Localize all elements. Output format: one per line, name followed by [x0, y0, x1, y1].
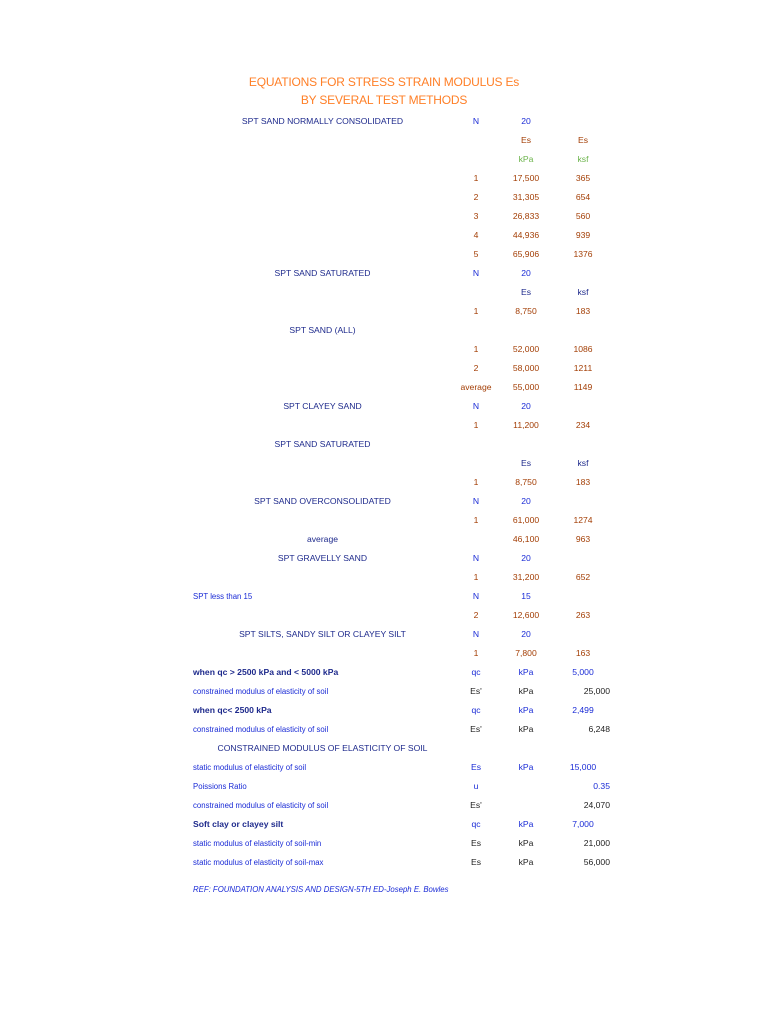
- value-cell: 654: [575, 192, 591, 202]
- section-label: SPT SAND NORMALLY CONSOLIDATED: [241, 116, 404, 126]
- index-cell: 1: [473, 344, 479, 354]
- index-cell: 1: [473, 306, 479, 316]
- value-cell: 939: [575, 230, 591, 240]
- condition-label: when qc > 2500 kPa and < 5000 kPa: [193, 667, 339, 677]
- index-cell: N: [472, 116, 480, 126]
- value-cell: 7,000: [572, 819, 594, 829]
- value-cell: 20: [521, 401, 531, 411]
- value-cell: 183: [575, 477, 591, 487]
- value-cell: ksf: [577, 154, 589, 164]
- index-cell: N: [472, 496, 480, 506]
- value-cell: 1376: [573, 249, 593, 259]
- index-cell: qc: [471, 667, 481, 677]
- document-title: EQUATIONS FOR STRESS STRAIN MODULUS Es: [248, 75, 520, 89]
- value-cell: 6,248: [588, 724, 610, 734]
- index-cell: Es': [470, 800, 482, 810]
- value-cell: 11,200: [513, 420, 539, 430]
- value-cell: 365: [575, 173, 591, 183]
- value-cell: 15: [521, 591, 531, 601]
- row-label: static modulus of elasticity of soil-max: [193, 858, 324, 867]
- index-cell: u: [473, 781, 479, 791]
- row-label: constrained modulus of elasticity of soil: [193, 801, 329, 810]
- index-cell: N: [472, 268, 480, 278]
- value-cell: 21,000: [583, 838, 610, 848]
- value-cell: kPa: [518, 819, 534, 829]
- index-cell: 2: [473, 363, 479, 373]
- section-label: SPT GRAVELLY SAND: [277, 553, 368, 563]
- section-label: SPT SAND SATURATED: [274, 268, 371, 278]
- index-cell: Es': [470, 724, 482, 734]
- value-cell: kPa: [518, 667, 534, 677]
- index-cell: average: [460, 382, 492, 392]
- value-cell: 25,000: [583, 686, 610, 696]
- value-cell: 24,070: [583, 800, 610, 810]
- index-cell: Es: [470, 857, 482, 867]
- value-cell: Es: [577, 135, 589, 145]
- index-cell: Es': [470, 686, 482, 696]
- value-cell: 61,000: [512, 515, 540, 525]
- value-cell: 20: [521, 629, 531, 639]
- index-cell: 3: [473, 211, 479, 221]
- index-cell: 1: [473, 420, 479, 430]
- value-cell: kPa: [518, 724, 534, 734]
- value-cell: 8,750: [515, 477, 537, 487]
- value-cell: 17,500: [512, 173, 540, 183]
- index-cell: N: [472, 629, 480, 639]
- value-cell: 12,600: [512, 610, 540, 620]
- value-cell: 2,499: [572, 705, 594, 715]
- value-cell: 1086: [573, 344, 593, 354]
- value-cell: ksf: [577, 287, 589, 297]
- value-cell: 31,305: [512, 192, 540, 202]
- row-label: static modulus of elasticity of soil: [193, 763, 307, 772]
- index-cell: 1: [473, 572, 479, 582]
- value-cell: 652: [575, 572, 591, 582]
- value-cell: 52,000: [512, 344, 540, 354]
- value-cell: 163: [575, 648, 591, 658]
- value-cell: 1274: [573, 515, 593, 525]
- row-label: SPT less than 15: [193, 592, 253, 601]
- row-label: static modulus of elasticity of soil-min: [193, 839, 322, 848]
- index-cell: Es: [470, 762, 482, 772]
- index-cell: 2: [473, 610, 479, 620]
- section-label: SPT SAND SATURATED: [274, 439, 371, 449]
- value-cell: Es: [520, 135, 532, 145]
- section-label: CONSTRAINED MODULUS OF ELASTICITY OF SOIL: [217, 743, 428, 753]
- section-label: SPT SAND (ALL): [289, 325, 356, 335]
- value-cell: 26,833: [512, 211, 540, 221]
- value-cell: 7,800: [515, 648, 537, 658]
- value-cell: Es: [520, 458, 532, 468]
- value-cell: 234: [575, 420, 591, 430]
- value-cell: 20: [521, 268, 531, 278]
- index-cell: 1: [473, 515, 479, 525]
- value-cell: 31,200: [512, 572, 540, 582]
- document-subtitle: BY SEVERAL TEST METHODS: [300, 93, 468, 107]
- value-cell: 560: [575, 211, 591, 221]
- row-label: Poissions Ratio: [193, 782, 247, 791]
- index-cell: 1: [473, 648, 479, 658]
- value-cell: 20: [521, 496, 531, 506]
- value-cell: kPa: [518, 705, 534, 715]
- value-cell: 55,000: [512, 382, 540, 392]
- index-cell: 2: [473, 192, 479, 202]
- index-cell: N: [472, 553, 480, 563]
- value-cell: ksf: [577, 458, 589, 468]
- value-cell: 5,000: [572, 667, 594, 677]
- index-cell: 1: [473, 173, 479, 183]
- condition-label: when qc< 2500 kPa: [193, 705, 272, 715]
- value-cell: 46,100: [512, 534, 540, 544]
- section-label: SPT SAND OVERCONSOLIDATED: [254, 496, 391, 506]
- value-cell: kPa: [518, 154, 534, 164]
- value-cell: kPa: [518, 762, 534, 772]
- value-cell: kPa: [518, 686, 534, 696]
- row-label: constrained modulus of elasticity of soil: [193, 687, 329, 696]
- value-cell: 44,936: [512, 230, 540, 240]
- value-cell: kPa: [518, 838, 534, 848]
- index-cell: N: [472, 591, 480, 601]
- value-cell: 263: [575, 610, 591, 620]
- section-label: average: [306, 534, 339, 544]
- value-cell: Es: [520, 287, 532, 297]
- value-cell: 58,000: [512, 363, 540, 373]
- value-cell: 183: [575, 306, 591, 316]
- value-cell: 1211: [573, 363, 593, 373]
- value-cell: 20: [521, 116, 531, 126]
- value-cell: 963: [575, 534, 591, 544]
- index-cell: qc: [471, 705, 481, 715]
- value-cell: 15,000: [569, 762, 597, 772]
- row-label: constrained modulus of elasticity of soil: [193, 725, 329, 734]
- index-cell: Es: [470, 838, 482, 848]
- value-cell: 20: [521, 553, 531, 563]
- value-cell: 8,750: [515, 306, 537, 316]
- index-cell: 4: [473, 230, 479, 240]
- index-cell: qc: [471, 819, 481, 829]
- section-label: SPT SILTS, SANDY SILT OR CLAYEY SILT: [239, 629, 406, 639]
- value-cell: 65,906: [512, 249, 540, 259]
- condition-label: Soft clay or clayey silt: [193, 819, 284, 829]
- section-label: SPT CLAYEY SAND: [283, 401, 362, 411]
- index-cell: 1: [473, 477, 479, 487]
- value-cell: 1149: [573, 382, 593, 392]
- index-cell: N: [472, 401, 480, 411]
- value-cell: kPa: [518, 857, 534, 867]
- index-cell: 5: [473, 249, 479, 259]
- value-cell: 0.35: [593, 781, 610, 791]
- reference-note: REF: FOUNDATION ANALYSIS AND DESIGN-5TH ED-Joseph E. Bowles: [193, 885, 449, 894]
- value-cell: 56,000: [583, 857, 610, 867]
